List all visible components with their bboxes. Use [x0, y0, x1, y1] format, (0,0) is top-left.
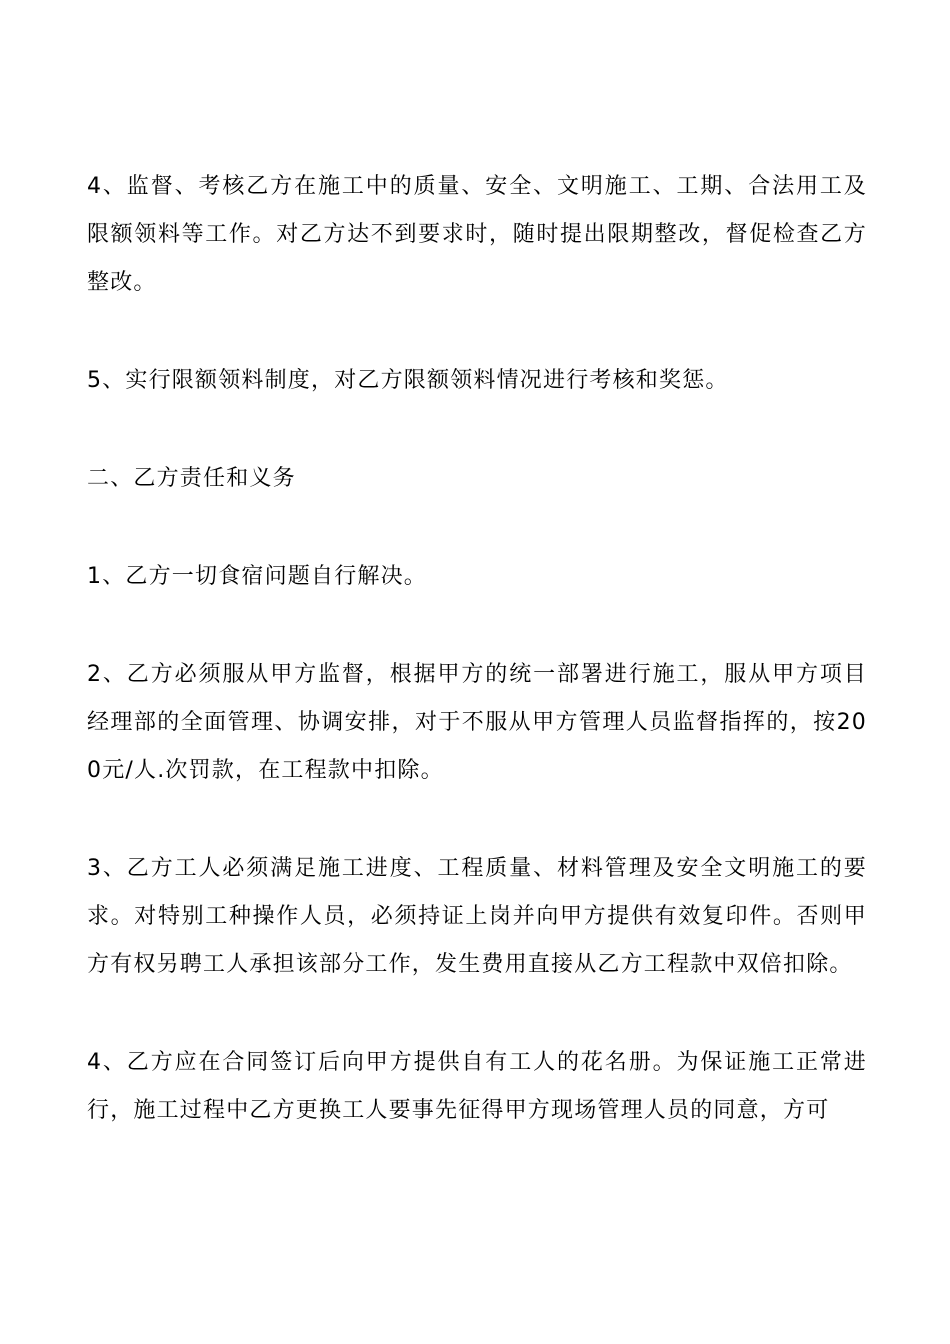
- paragraph-obey-supervision: 2、乙方必须服从甲方监督，根据甲方的统一部署进行施工，服从甲方项目经理部的全面管理、协调安排，对于不服从甲方管理人员监督指挥的，按200元/人.次罚款，在工程款中扣除。: [87, 662, 867, 783]
- paragraph-quota-material: 5、实行限额领料制度，对乙方限额领料情况进行考核和奖惩。: [87, 368, 729, 393]
- section-heading-party-b: 二、乙方责任和义务: [87, 466, 296, 491]
- paragraph-worker-requirements: 3、乙方工人必须满足施工进度、工程质量、材料管理及安全文明施工的要求。对特别工种操作人员，必须持证上岗并向甲方提供有效复印件。否则甲方有权另聘工人承担该部分工作，发生费用直接从乙方工程款中双倍扣除。: [87, 856, 867, 977]
- paragraph-food-lodging: 1、乙方一切食宿问题自行解决。: [87, 564, 427, 589]
- paragraph-worker-roster: 4、乙方应在合同签订后向甲方提供自有工人的花名册。为保证施工正常进行，施工过程中乙方更换工人要事先征得甲方现场管理人员的同意，方可: [87, 1050, 867, 1123]
- paragraph-supervise-assess: 4、监督、考核乙方在施工中的质量、安全、文明施工、工期、合法用工及限额领料等工作。对乙方达不到要求时，随时提出限期整改，督促检查乙方整改。: [87, 174, 867, 295]
- document-body: [87, 163, 867, 1185]
